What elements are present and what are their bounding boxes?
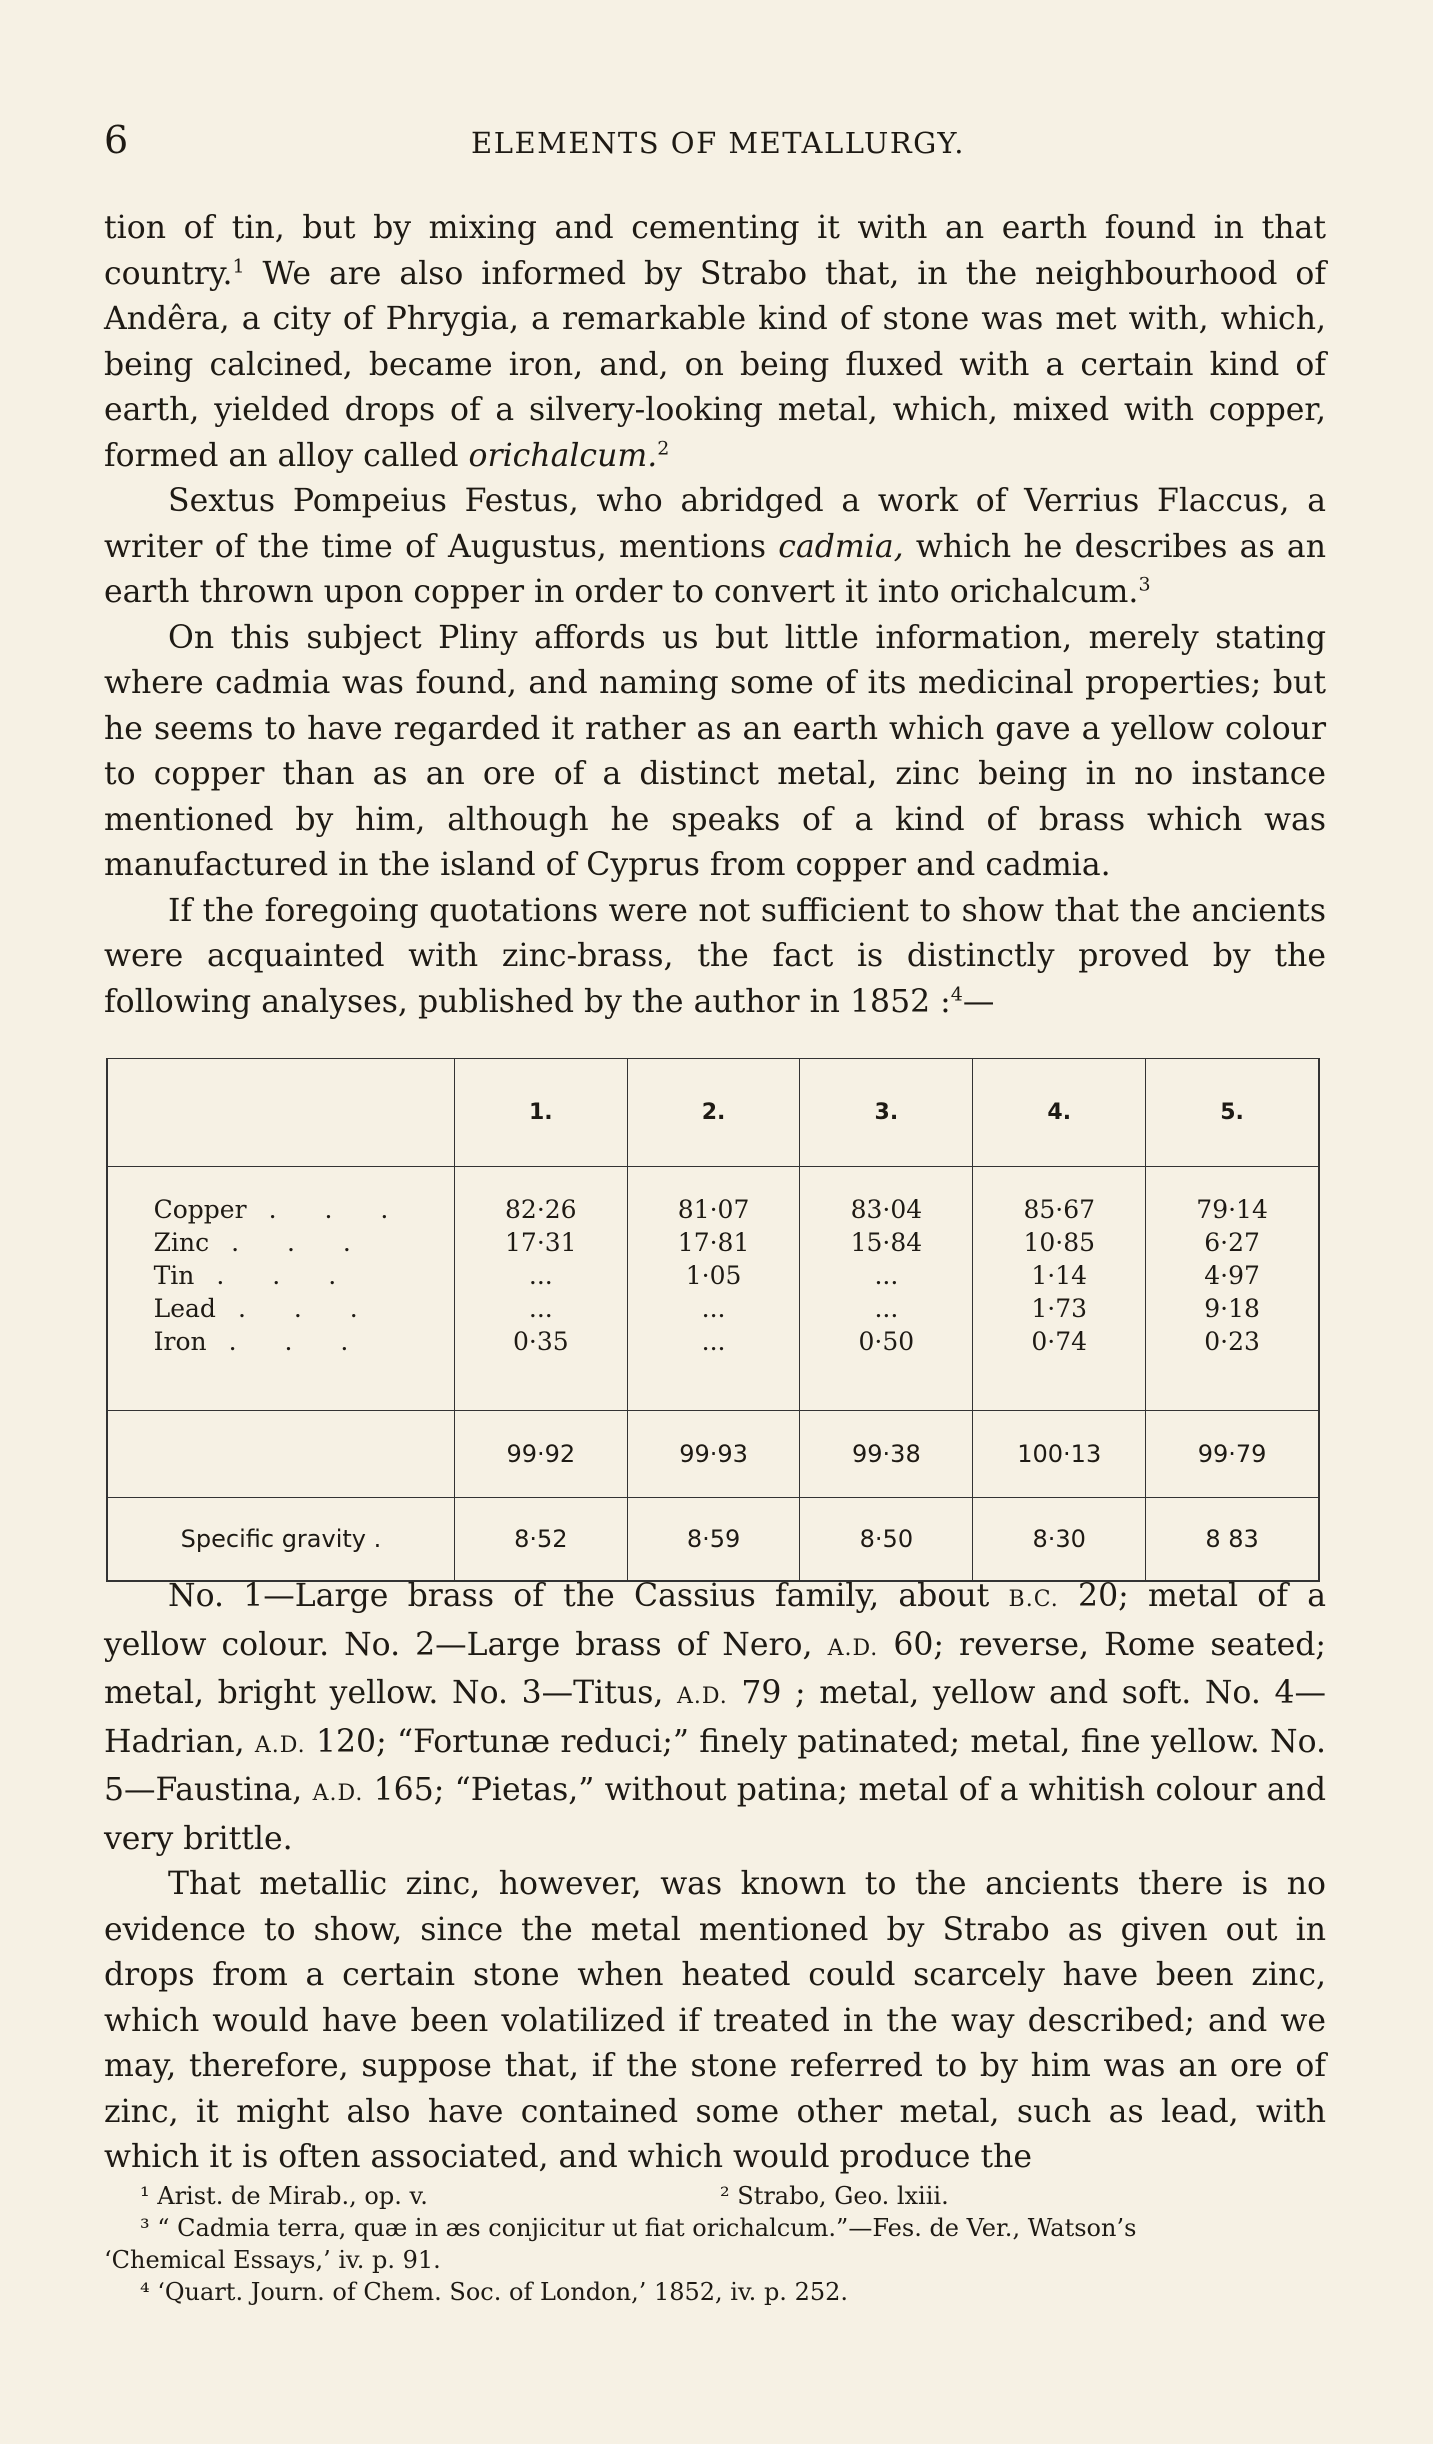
element-name: Copper bbox=[153, 1195, 247, 1224]
analysis-table bbox=[106, 1058, 1320, 1552]
table-cell: 1·14 bbox=[1031, 1261, 1088, 1290]
footnote-ref-3: 3 bbox=[1138, 573, 1151, 596]
element-name: Zinc bbox=[153, 1228, 210, 1257]
text-block-top bbox=[104, 206, 1326, 1025]
table-cell: 15·84 bbox=[850, 1228, 923, 1257]
table-cell: 17·31 bbox=[505, 1228, 577, 1257]
footnotes bbox=[104, 2180, 1332, 2308]
paragraph-6: That metallic zinc, however, was known to the ancients there is no evidence to show, since the metal mentioned by Strabo as given out in drops from a certain stone when heated could scarcely have been zinc, which would have been volatilized if treated in the way described; and we may, therefore, suppose that, if the stone referred to by him was an ore of zinc, it might also have contained some other metal, such as lead, with which it is often associated, and which would produce the bbox=[104, 1866, 1326, 2175]
paragraph-3: On this subject Pliny affords us but little information, merely stating where cadmia was found, and naming some of its medicinal properties; but he seems to have regarded it rather as an earth which gave a yellow colour to copper than as an ore of a distinct metal, zinc being in no instance mentioned by him, although he speaks of a kind of brass which was manufactured in the island of Cyprus from copper and cadmia. bbox=[104, 619, 1326, 883]
analysis-column bbox=[973, 1167, 1146, 1411]
table-cell: 0·50 bbox=[858, 1327, 915, 1356]
table-cell: ... bbox=[528, 1261, 553, 1290]
table-cell: 6·27 bbox=[1204, 1228, 1260, 1257]
table-cell: ... bbox=[701, 1327, 726, 1356]
table-cell: 0·74 bbox=[1031, 1327, 1088, 1356]
analysis-column bbox=[627, 1167, 800, 1411]
sg-cell: 8·59 bbox=[627, 1498, 800, 1582]
sg-cell: 8 83 bbox=[1146, 1498, 1319, 1582]
paragraph-2: Sextus Pompeius Festus, who abridged a work of Verrius Flaccus, a writer of the time of Augustus, mentions cadmia, which he describes as an earth thrown upon copper in order to convert it into orichalcum.$^3$ bbox=[104, 483, 1326, 610]
table-cell: 83·04 bbox=[850, 1195, 923, 1224]
table-cell: 10·85 bbox=[1023, 1228, 1096, 1257]
col-header: 4. bbox=[973, 1059, 1146, 1167]
table-cell: ... bbox=[528, 1294, 553, 1323]
table-header-row bbox=[107, 1059, 1319, 1167]
total-cell: 99·93 bbox=[627, 1411, 800, 1498]
page-header bbox=[104, 118, 1332, 168]
footnote-ref-2: 2 bbox=[657, 437, 670, 459]
element-names: Copper . . . Zinc . . . Tin . . . Lead . . . Iron . . . bbox=[107, 1167, 454, 1411]
total-cell: 99·79 bbox=[1146, 1411, 1319, 1498]
table-cell: 82·26 bbox=[505, 1195, 577, 1224]
total-cell: 99·92 bbox=[454, 1411, 627, 1498]
total-cell: 99·38 bbox=[800, 1411, 973, 1498]
sg-cell: 8·30 bbox=[973, 1498, 1146, 1582]
table-cell: 9·18 bbox=[1204, 1294, 1260, 1323]
totals-row bbox=[107, 1411, 1319, 1498]
table-cell: 85·67 bbox=[1023, 1195, 1096, 1224]
page-number: 6 bbox=[104, 118, 129, 162]
element-name: Tin bbox=[153, 1261, 195, 1290]
paragraph-5: No. 1—Large brass of the Cassius family, about B.C. 20; metal of a yellow colour. No. 2—Large brass of Nero, A.D. 60; reverse, Rome seated; metal, bright yellow. No. 3—Titus, A.D. 79 ; metal, yellow and soft. No. 4—Hadrian, A.D. 120; “Fortunæ reduci;” finely patinated; metal, fine yellow. No. 5—Faustina, A.D. 165; “Pietas,” without patina; metal of a whitish colour and very brittle. bbox=[104, 1578, 1327, 1857]
element-name: Lead bbox=[153, 1294, 216, 1323]
analysis-column bbox=[454, 1167, 627, 1411]
table-cell: 81·07 bbox=[677, 1195, 750, 1224]
table-row bbox=[107, 1167, 1319, 1411]
analysis-column bbox=[1146, 1167, 1319, 1411]
text-block-bottom bbox=[104, 1574, 1326, 2181]
table-cell: ... bbox=[701, 1294, 726, 1323]
table-cell: ... bbox=[874, 1294, 899, 1323]
specific-gravity-row bbox=[107, 1498, 1319, 1582]
table-cell: 0·35 bbox=[512, 1327, 569, 1356]
element-name: Iron bbox=[153, 1327, 207, 1356]
sg-cell: 8·50 bbox=[800, 1498, 973, 1582]
footnote-1: ¹ Arist. de Mirab., op. v. bbox=[140, 2182, 428, 2210]
table-corner bbox=[107, 1059, 454, 1167]
table-cell: ... bbox=[874, 1261, 899, 1290]
footnote-4: ⁴ ‘Quart. Journ. of Chem. Soc. of London,’ 1852, iv. p. 252. bbox=[140, 2278, 848, 2306]
table-cell: 4·97 bbox=[1204, 1261, 1260, 1290]
footnote-ref-4: 4 bbox=[950, 983, 963, 1005]
total-cell: 100·13 bbox=[973, 1411, 1146, 1498]
analysis-column bbox=[800, 1167, 973, 1411]
paragraph-4: If the foregoing quotations were not sufficient to show that the ancients were acquainted with zinc-brass, the fact is distinctly proved by the following analyses, published by the author in 1852 :$^4$— bbox=[104, 892, 1326, 1020]
col-header: 1. bbox=[454, 1059, 627, 1167]
table-cell: 1·05 bbox=[685, 1261, 742, 1290]
col-header: 3. bbox=[800, 1059, 973, 1167]
paragraph-1: tion of tin, but by mixing and cementing it with an earth found in that country.$^1$ We are also informed by Strabo that, in the neighbourhood of Andêra, a city of Phrygia, a remarkable kind of stone was met with, which, being calcined, became iron, and, on being fluxed with a certain kind of earth, yielded drops of a silvery-looking metal, which, mixed with copper, formed an alloy called orichalcum.$^2$ bbox=[104, 210, 1326, 474]
footnote-2: ² Strabo, Geo. lxiii. bbox=[720, 2182, 949, 2210]
footnote-3: ³ “ Cadmia terra, quæ in æs conjicitur ut fiat orichalcum.”—Fes. de Ver., Watson’s bbox=[140, 2214, 1137, 2242]
col-header: 5. bbox=[1146, 1059, 1319, 1167]
footnote-3-cont: ‘Chemical Essays,’ iv. p. 91. bbox=[104, 2246, 441, 2274]
table-cell: 17·81 bbox=[677, 1228, 750, 1257]
table-cell: 79·14 bbox=[1196, 1195, 1268, 1224]
running-head: ELEMENTS OF METALLURGY. bbox=[471, 126, 965, 160]
specific-gravity-label: Specific gravity . bbox=[107, 1498, 454, 1582]
col-header: 2. bbox=[627, 1059, 800, 1167]
footnote-ref-1: 1 bbox=[232, 255, 245, 277]
table-cell: 1·73 bbox=[1031, 1294, 1088, 1323]
table-cell: 0·23 bbox=[1204, 1327, 1260, 1356]
sg-cell: 8·52 bbox=[454, 1498, 627, 1582]
